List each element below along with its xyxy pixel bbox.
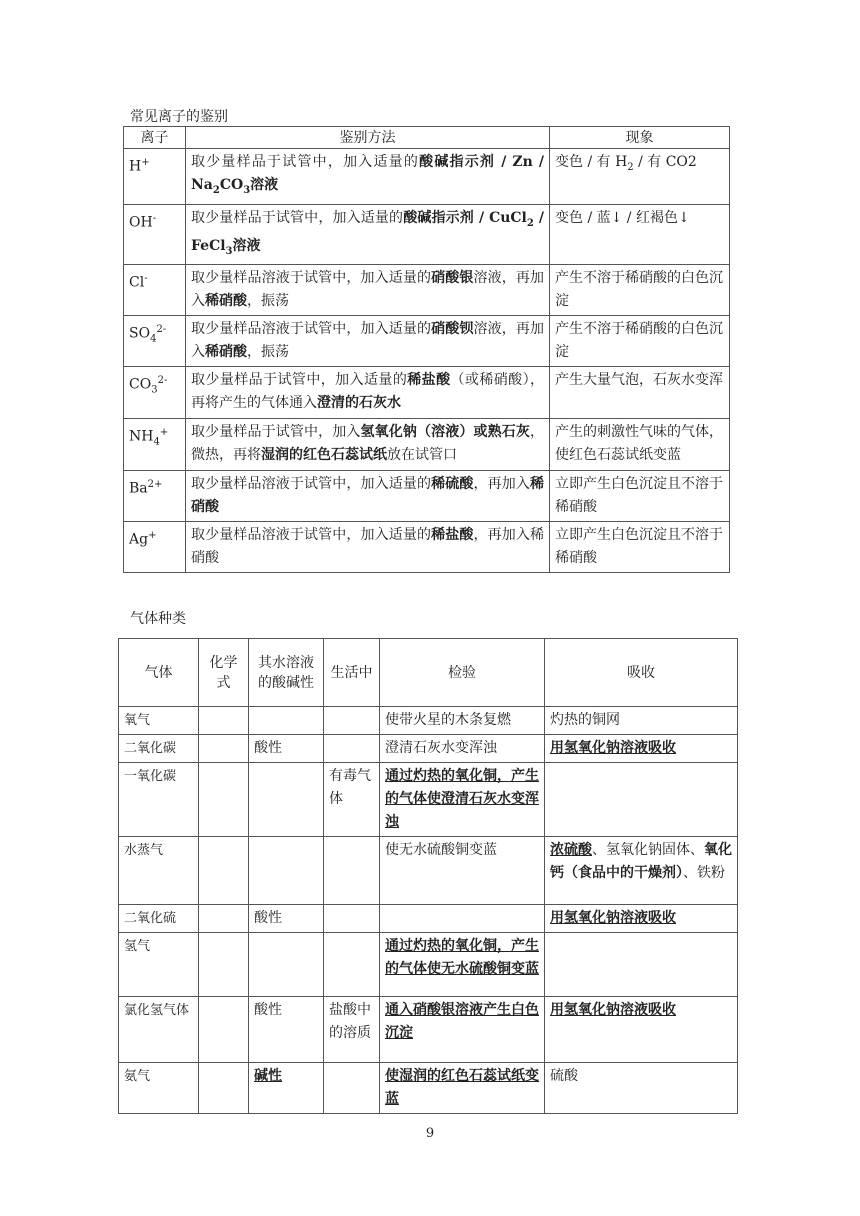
- ion-cell: [124, 367, 186, 419]
- text-segment: 取少量样品于试管中，加入适量的: [191, 372, 408, 389]
- gas-types-table: [118, 638, 738, 1114]
- text-segment: 2: [627, 161, 634, 173]
- acidity-cell: [249, 933, 324, 997]
- table-row: [119, 707, 738, 735]
- ion-cell: [124, 419, 186, 471]
- life-cell: 盐酸中的溶质: [324, 997, 380, 1063]
- text-segment: 浓硫酸: [550, 842, 592, 858]
- text-segment: ，再加入稀硝酸: [191, 527, 544, 567]
- ion-charge: 2+: [147, 479, 163, 491]
- text-segment: 酸碱指示剂 / CuCl: [403, 209, 527, 226]
- table-row: [119, 1063, 738, 1114]
- acidity-cell: [249, 707, 324, 735]
- ion-symbol: CO: [129, 377, 152, 394]
- table-row: [124, 149, 730, 205]
- ion-charge: +: [141, 157, 150, 168]
- gas-name-cell: 二氧化碳: [119, 735, 199, 763]
- table-row: [119, 997, 738, 1063]
- life-cell: 有毒气体: [324, 763, 380, 837]
- formula-cell: [199, 1063, 249, 1114]
- table-row: [124, 265, 730, 316]
- ion-symbol: Cl: [129, 275, 145, 292]
- text-segment: 用氢氧化钠溶液吸收: [550, 910, 676, 926]
- text-segment: 氧化钙（食品中的干燥剂）: [550, 842, 732, 881]
- gas-name-cell: 氯化氢气体: [119, 997, 199, 1063]
- table-row: [119, 933, 738, 997]
- ion-cell: [124, 316, 186, 367]
- method-cell: [186, 204, 550, 265]
- ion-symbol: Ag: [129, 532, 149, 549]
- method-cell: [186, 367, 550, 419]
- text-segment: 产生大量气泡，石灰水变浑: [555, 372, 723, 389]
- absorb-cell: [545, 707, 738, 735]
- table-row: [124, 522, 730, 573]
- table-row: [119, 763, 738, 837]
- absorb-cell: [545, 763, 738, 837]
- formula-cell: [199, 707, 249, 735]
- phenomenon-cell: [550, 204, 730, 265]
- ion-symbol: NH: [129, 429, 154, 446]
- method-cell: [186, 419, 550, 471]
- life-cell: [324, 735, 380, 763]
- page-number: 9: [425, 1126, 435, 1141]
- method-cell: [186, 316, 550, 367]
- text-segment: 稀盐酸: [407, 372, 451, 389]
- text-segment: 湿润的红色石蕊试纸: [261, 447, 387, 464]
- text-segment: ，再加入: [473, 476, 530, 493]
- text-segment: 取少量样品于试管中，加入: [191, 424, 361, 441]
- ion-subscript: 4: [150, 333, 157, 345]
- text-segment: 通过灼热的氧化铜，产生的气体使无水硫酸铜变蓝: [385, 938, 539, 977]
- text-segment: 、铁粉: [683, 865, 725, 881]
- text-segment: 取少量样品溶液于试管中，加入适量的: [191, 270, 432, 287]
- formula-header: 化学式: [199, 639, 249, 707]
- gas-name-cell: 二氧化硫: [119, 905, 199, 933]
- table-row: [124, 367, 730, 419]
- text-segment: 取少量样品溶液于试管中，加入适量的: [191, 527, 432, 544]
- ion-symbol: OH: [129, 214, 153, 231]
- formula-cell: [199, 837, 249, 905]
- text-segment: / 有 CO2: [633, 154, 697, 170]
- text-segment: 立即产生白色沉淀且不溶于稀硝酸: [555, 476, 723, 516]
- absorb-cell: [545, 997, 738, 1063]
- method-cell: [186, 265, 550, 316]
- table-row: [124, 316, 730, 367]
- ion-symbol: Ba: [129, 481, 148, 498]
- method-cell: [186, 522, 550, 573]
- formula-cell: [199, 763, 249, 837]
- gas-name-cell: 氨气: [119, 1063, 199, 1114]
- ion-symbol: H: [129, 158, 142, 175]
- gas-name-cell: 氧气: [119, 707, 199, 735]
- absorb-header: 吸收: [545, 639, 738, 707]
- ion-header: 离子: [124, 127, 186, 149]
- life-cell: [324, 707, 380, 735]
- phenomenon-cell: [550, 471, 730, 522]
- text-segment: 澄清的石灰水: [317, 395, 401, 412]
- formula-cell: [199, 997, 249, 1063]
- ion-cell: [124, 471, 186, 522]
- table-row: [124, 419, 730, 471]
- test-cell: [380, 735, 545, 763]
- ion-subscript: 4: [153, 436, 160, 448]
- phenomenon-cell: [550, 316, 730, 367]
- test-header: 检验: [380, 639, 545, 707]
- method-cell: [186, 149, 550, 205]
- method-header: 鉴别方法: [186, 127, 550, 149]
- absorb-cell: [545, 933, 738, 997]
- text-segment: 3: [225, 245, 233, 257]
- life-cell: [324, 837, 380, 905]
- test-cell: [380, 997, 545, 1063]
- text-segment: ，微热，再将: [191, 424, 544, 464]
- absorb-cell: [545, 837, 738, 905]
- text-segment: 3: [243, 184, 251, 196]
- ion-charge: +: [159, 427, 169, 439]
- text-segment: 使无水硫酸铜变蓝: [385, 842, 497, 858]
- text-segment: 硝酸银: [431, 270, 474, 287]
- method-cell: [186, 471, 550, 522]
- text-segment: CO: [219, 177, 244, 193]
- acidity-cell: [249, 837, 324, 905]
- text-segment: ，振荡: [247, 293, 289, 310]
- phenomenon-cell: [550, 419, 730, 471]
- table-row: [124, 204, 730, 265]
- text-segment: 稀硝酸: [191, 476, 544, 516]
- text-segment: 稀硫酸: [431, 476, 474, 493]
- text-segment: 2: [212, 184, 220, 196]
- ion-identification-table: [123, 126, 730, 573]
- ion-charge: -: [144, 273, 148, 285]
- acidity-cell: [249, 763, 324, 837]
- test-cell: [380, 933, 545, 997]
- text-segment: ，振荡: [247, 344, 289, 361]
- ion-charge: -: [152, 212, 157, 224]
- phenomenon-cell: [550, 265, 730, 316]
- text-segment: 用氢氧化钠溶液吸收: [550, 740, 676, 756]
- text-segment: 稀盐酸: [431, 527, 474, 544]
- absorb-cell: [545, 735, 738, 763]
- gas-section-title: 气体种类: [130, 611, 186, 627]
- text-segment: 取少量样品溶液于试管中，加入适量的: [191, 321, 432, 338]
- text-segment: 溶液: [232, 237, 261, 254]
- table-row: [124, 471, 730, 522]
- text-segment: 通入硝酸银溶液产生白色沉淀: [385, 1002, 539, 1041]
- phenomenon-header: 现象: [550, 127, 730, 149]
- text-segment: 稀硝酸: [205, 344, 247, 361]
- absorb-cell: [545, 1063, 738, 1114]
- text-segment: 产生的刺激性气味的气体，使红色石蕊试纸变蓝: [555, 424, 723, 464]
- text-segment: 使湿润的红色石蕊试纸变蓝: [385, 1068, 539, 1107]
- gas-header: 气体: [119, 639, 199, 707]
- acidity-cell: 碱性: [249, 1063, 324, 1114]
- text-segment: 澄清石灰水变浑浊: [385, 740, 497, 756]
- ion-subscript: 3: [151, 384, 158, 396]
- phenomenon-cell: [550, 149, 730, 205]
- phenomenon-cell: [550, 367, 730, 419]
- test-cell: [380, 905, 545, 933]
- text-segment: 稀硝酸: [205, 293, 247, 310]
- text-segment: 溶液，再加入: [191, 270, 544, 310]
- text-segment: （或稀硝酸），再将产生的气体通入: [191, 372, 544, 412]
- text-segment: 变色 / 有 H: [555, 154, 628, 170]
- acidity-header: 其水溶液的酸碱性: [249, 639, 324, 707]
- text-segment: 溶液: [250, 177, 279, 193]
- text-segment: 2: [526, 217, 534, 229]
- life-cell: [324, 933, 380, 997]
- ion-charge: +: [148, 530, 157, 542]
- text-segment: 立即产生白色沉淀且不溶于稀硝酸: [555, 527, 723, 567]
- table-row: [119, 837, 738, 905]
- text-segment: 取少量样品于试管中，加入适量的: [191, 154, 420, 170]
- text-segment: 产生不溶于稀硝酸的白色沉淀: [555, 321, 723, 361]
- text-segment: 变色 / 蓝↓ / 红褐色↓: [555, 209, 690, 226]
- text-segment: 、氢氧化钠固体、: [592, 842, 704, 858]
- ion-symbol: SO: [129, 326, 151, 343]
- text-segment: 产生不溶于稀硝酸的白色沉淀: [555, 270, 723, 310]
- formula-cell: [199, 905, 249, 933]
- test-cell: [380, 763, 545, 837]
- life-cell: [324, 905, 380, 933]
- ion-cell: [124, 522, 186, 573]
- test-cell: [380, 837, 545, 905]
- life-cell: [324, 1063, 380, 1114]
- formula-cell: [199, 735, 249, 763]
- formula-cell: [199, 933, 249, 997]
- text-segment: 溶液，再加入: [191, 321, 544, 361]
- text-segment: 放在试管口: [387, 447, 457, 464]
- text-segment: 通过灼热的氧化铜，产生的气体使澄清石灰水变浑浊: [385, 768, 539, 830]
- table-row: [119, 735, 738, 763]
- text-segment: 灼热的铜网: [550, 712, 620, 728]
- ion-cell: [124, 149, 186, 205]
- text-segment: 用氢氧化钠溶液吸收: [550, 1002, 676, 1018]
- life-header: 生活中: [324, 639, 380, 707]
- ion-cell: [124, 204, 186, 265]
- acidity-cell: 酸性: [249, 905, 324, 933]
- text-segment: 硝酸钡: [431, 321, 474, 338]
- ion-cell: [124, 265, 186, 316]
- text-segment: 硫酸: [550, 1068, 578, 1084]
- acidity-cell: 酸性: [249, 997, 324, 1063]
- ion-charge: 2-: [156, 324, 167, 336]
- table-row: [119, 905, 738, 933]
- gas-name-cell: 水蒸气: [119, 837, 199, 905]
- gas-name-cell: 氢气: [119, 933, 199, 997]
- text-segment: 取少量样品溶液于试管中，加入适量的: [191, 476, 432, 493]
- gas-name-cell: 一氧化碳: [119, 763, 199, 837]
- test-cell: [380, 1063, 545, 1114]
- ion-section-title: 常见离子的鉴别: [130, 109, 228, 125]
- text-segment: 酸碱指示剂 / Zn / Na: [191, 154, 545, 193]
- text-segment: / FeCl: [191, 209, 544, 254]
- test-cell: [380, 707, 545, 735]
- absorb-cell: [545, 905, 738, 933]
- text-segment: 使带火星的木条复燃: [385, 712, 511, 728]
- phenomenon-cell: [550, 522, 730, 573]
- text-segment: 氢氧化钠（溶液）或熟石灰: [360, 424, 530, 441]
- ion-charge: 2-: [157, 375, 168, 387]
- acidity-cell: 酸性: [249, 735, 324, 763]
- text-segment: 取少量样品于试管中，加入适量的: [191, 209, 404, 226]
